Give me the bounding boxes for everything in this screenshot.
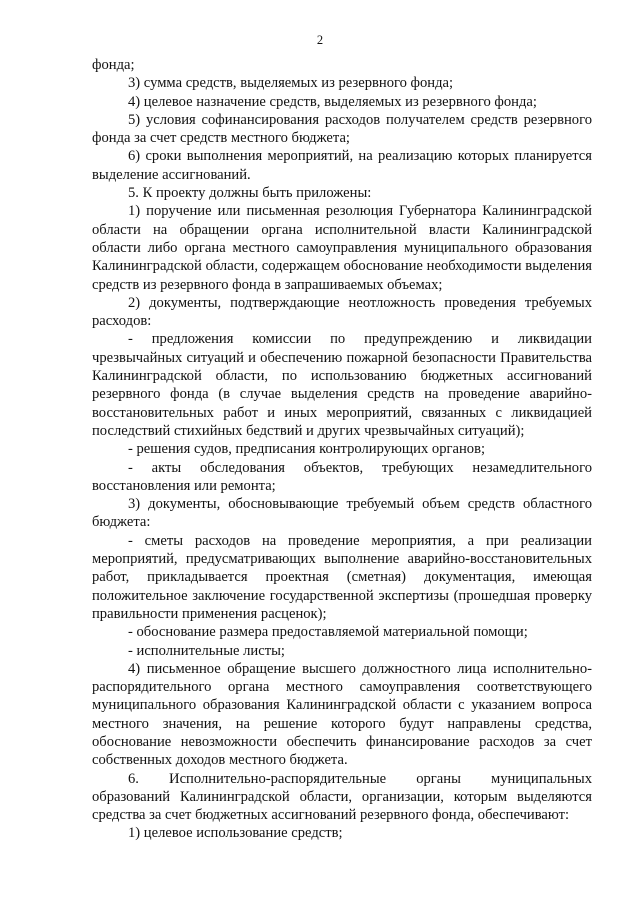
list-item-cost-estimates: - сметы расходов на проведение мероприятия, а при реализации мероприятий, предусматривающих выполнение аварийно-восстановительных работ, прикладывается проектная (сметная) документация, имеющая положительное заключение государственной экспертизы (прошедшая проверку правильности применения расценок); <box>92 532 592 622</box>
list-item-writs: - исполнительные листы; <box>128 642 285 659</box>
paragraph-item-1-targeted-use: 1) целевое использование средств; <box>128 825 343 842</box>
paragraph-section-5-heading: 5. К проекту должны быть приложены: <box>128 185 372 202</box>
list-item-court-decisions: - решения судов, предписания контролирующих органов; <box>128 441 486 458</box>
list-item-commission-proposals: - предложения комиссии по предупреждению и ликвидации чрезвычайных ситуаций и обеспечению пожарной безопасности Правительства Калининградской области, по использованию бюджетных ассигнований резервного фонда (в случае выделения средств на проведение аварийно-восстановительных работ и иных мероприятий, связанных с ликвидацией последствий стихийных бедствий и других чрезвычайных ситуаций); <box>92 331 592 439</box>
paragraph-section-6-heading: 6. Исполнительно-распорядительные органы муниципальных образований Калининградской области, организации, которым выделяются средства за счет бюджетных ассигнований резервного фонда, обеспечивают: <box>92 770 592 824</box>
paragraph-attachment-2-urgency: 2) документы, подтверждающие неотложность проведения требуемых расходов: <box>92 294 592 330</box>
list-item-inspection-acts: - акты обследования объектов, требующих незамедлительного восстановления или ремонта; <box>92 459 592 494</box>
page-number: 2 <box>316 33 324 47</box>
paragraph-attachment-1-order: 1) поручение или письменная резолюция Губернатора Калининградской области на обращении органа исполнительной власти Калининградской области либо органа местного самоуправления муниципального образования Калининградской области, содержащем обоснование необходимости выделения средств из резервного фонда в запрашиваемых объемах; <box>92 203 592 293</box>
paragraph-attachment-4-appeal: 4) письменное обращение высшего должностного лица исполнительно-распорядительного органа местного самоуправления соответствующего муниципального образования Калининградской области с указанием вопроса местного значения, на решение которого будут направлены средства, обоснование невозможности обеспечить финансирование расходов за счет собственных доходов местного бюджета. <box>92 660 592 769</box>
paragraph-item-4-purpose: 4) целевое назначение средств, выделяемых из резервного фонда; <box>128 93 537 110</box>
paragraph-item-5-cofinancing: 5) условия софинансирования расходов получателем средств резервного фонда за счет средств местного бюджета; <box>92 111 592 147</box>
paragraph-item-6-deadlines: 6) сроки выполнения мероприятий, на реализацию которых планируется выделение ассигнований. <box>92 148 592 183</box>
paragraph-fund-continuation: фонда; <box>92 57 135 73</box>
paragraph-attachment-3-volume: 3) документы, обосновывающие требуемый объем средств областного бюджета: <box>92 496 592 531</box>
paragraph-item-3-amount: 3) сумма средств, выделяемых из резервного фонда; <box>128 75 454 92</box>
list-item-aid-justification: - обоснование размера предоставляемой материальной помощи; <box>128 624 528 641</box>
document-body <box>92 56 592 843</box>
